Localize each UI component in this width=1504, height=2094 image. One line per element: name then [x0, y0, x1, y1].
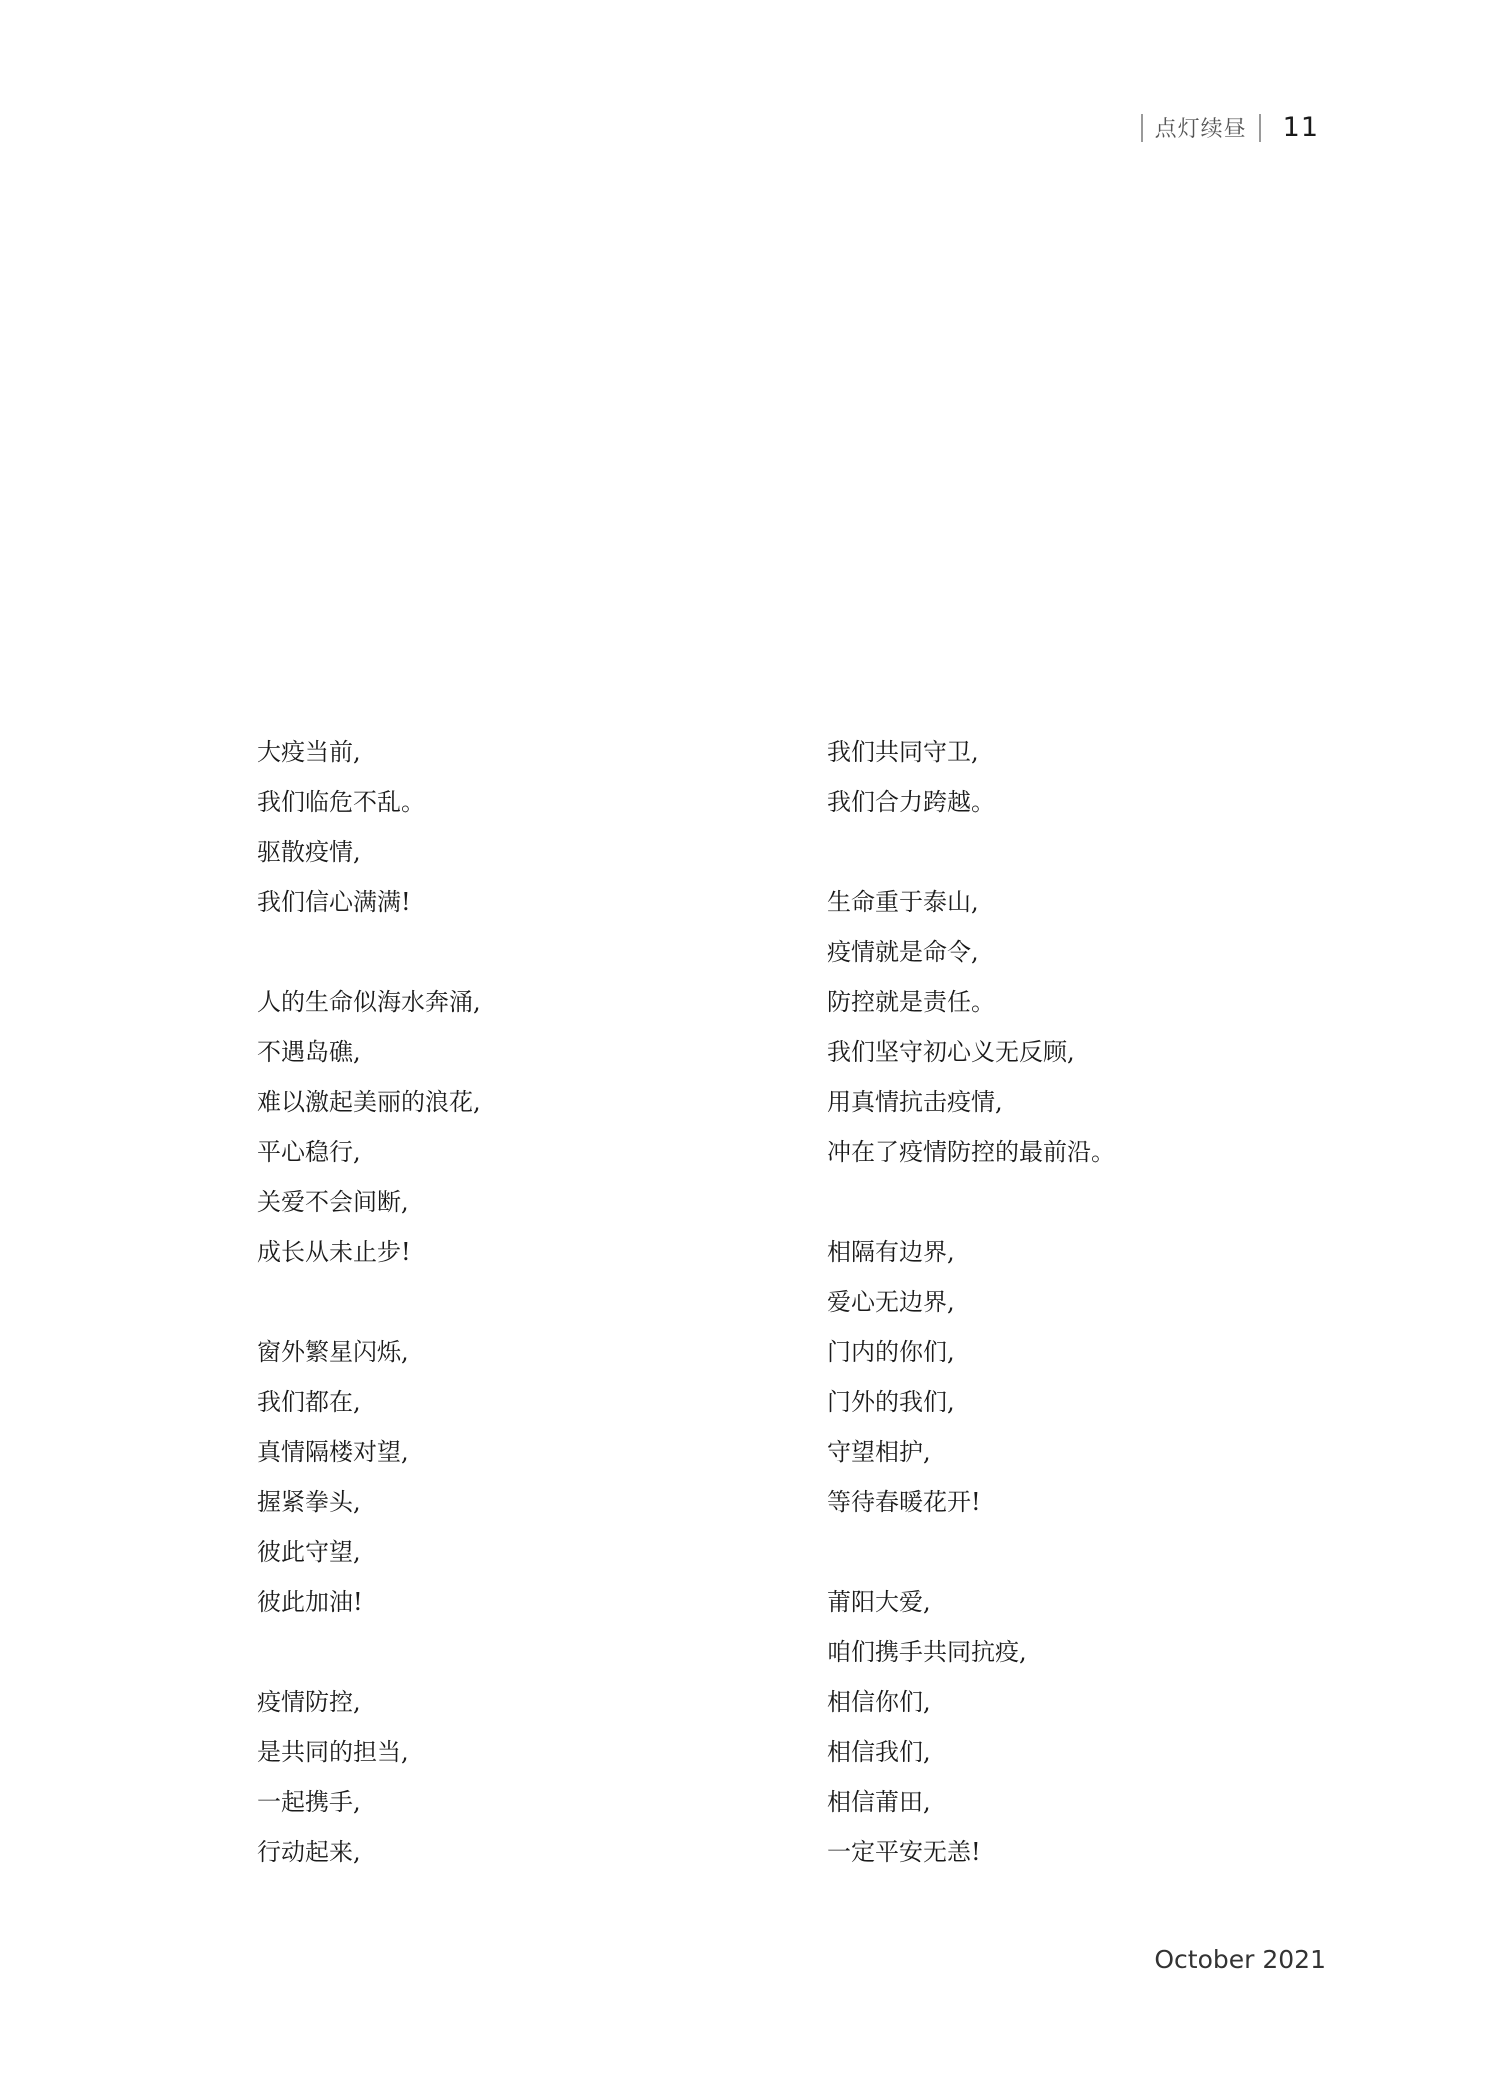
- running-header: [1141, 112, 1319, 143]
- poem-line: 守望相护,: [827, 1438, 931, 1466]
- poem-right-column: [827, 727, 1115, 1877]
- poem-line: 门内的你们,: [827, 1338, 955, 1366]
- poem-line: 疫情就是命令,: [827, 938, 979, 966]
- poem-line: 真情隔楼对望,: [257, 1438, 409, 1466]
- poem-line: 我们信心满满!: [257, 888, 411, 916]
- poem-line: 一起携手,: [257, 1788, 361, 1816]
- poem-line: 咱们携手共同抗疫,: [827, 1638, 1027, 1666]
- poem-line: 平心稳行,: [257, 1138, 361, 1166]
- poem-line: 冲在了疫情防控的最前沿。: [827, 1138, 1115, 1166]
- poem-line: 相信你们,: [827, 1688, 931, 1716]
- poem-line: 我们都在,: [257, 1388, 361, 1416]
- poem-line: 窗外繁星闪烁,: [257, 1338, 409, 1366]
- poem-line: 相信莆田,: [827, 1788, 931, 1816]
- poem-line: 我们坚守初心义无反顾,: [827, 1038, 1075, 1066]
- poem-line: 莆阳大爱,: [827, 1588, 931, 1616]
- page-number: 11: [1282, 112, 1319, 143]
- footer-date: October 2021: [1154, 1945, 1326, 1974]
- header-divider-left: [1141, 114, 1143, 142]
- poem-line: 相信我们,: [827, 1738, 931, 1766]
- poem-line: 我们共同守卫,: [827, 738, 979, 766]
- poem-line: 大疫当前,: [257, 738, 361, 766]
- poem-line: 一定平安无恙!: [827, 1838, 981, 1866]
- poem-line: 等待春暖花开!: [827, 1488, 981, 1516]
- poem-line: 用真情抗击疫情,: [827, 1088, 1003, 1116]
- stanza-break: [827, 827, 1115, 877]
- poem-line: 相隔有边界,: [827, 1238, 955, 1266]
- poem-line: 彼此守望,: [257, 1538, 361, 1566]
- poem-left-column: [257, 727, 481, 1877]
- stanza-break: [257, 1277, 481, 1327]
- section-title: 点灯续昼: [1154, 117, 1247, 142]
- poem-line: 我们临危不乱。: [257, 788, 425, 816]
- poem-line: 行动起来,: [257, 1838, 361, 1866]
- header-divider-right: [1259, 114, 1261, 142]
- stanza-break: [257, 1627, 481, 1677]
- poem-line: 人的生命似海水奔涌,: [257, 988, 481, 1016]
- poem-line: 是共同的担当,: [257, 1738, 409, 1766]
- poem-line: 我们合力跨越。: [827, 788, 995, 816]
- poem-line: 彼此加油!: [257, 1588, 363, 1616]
- stanza-break: [257, 927, 481, 977]
- poem-line: 驱散疫情,: [257, 838, 361, 866]
- poem-line: 不遇岛礁,: [257, 1038, 361, 1066]
- poem-line: 门外的我们,: [827, 1388, 955, 1416]
- poem-line: 生命重于泰山,: [827, 888, 979, 916]
- poem-line: 握紧拳头,: [257, 1488, 361, 1516]
- stanza-break: [827, 1177, 1115, 1227]
- poem-line: 关爱不会间断,: [257, 1188, 409, 1216]
- poem-line: 防控就是责任。: [827, 988, 995, 1016]
- poem-line: 难以激起美丽的浪花,: [257, 1088, 481, 1116]
- poem-line: 爱心无边界,: [827, 1288, 955, 1316]
- poem-line: 成长从未止步!: [257, 1238, 411, 1266]
- stanza-break: [827, 1527, 1115, 1577]
- poem-line: 疫情防控,: [257, 1688, 361, 1716]
